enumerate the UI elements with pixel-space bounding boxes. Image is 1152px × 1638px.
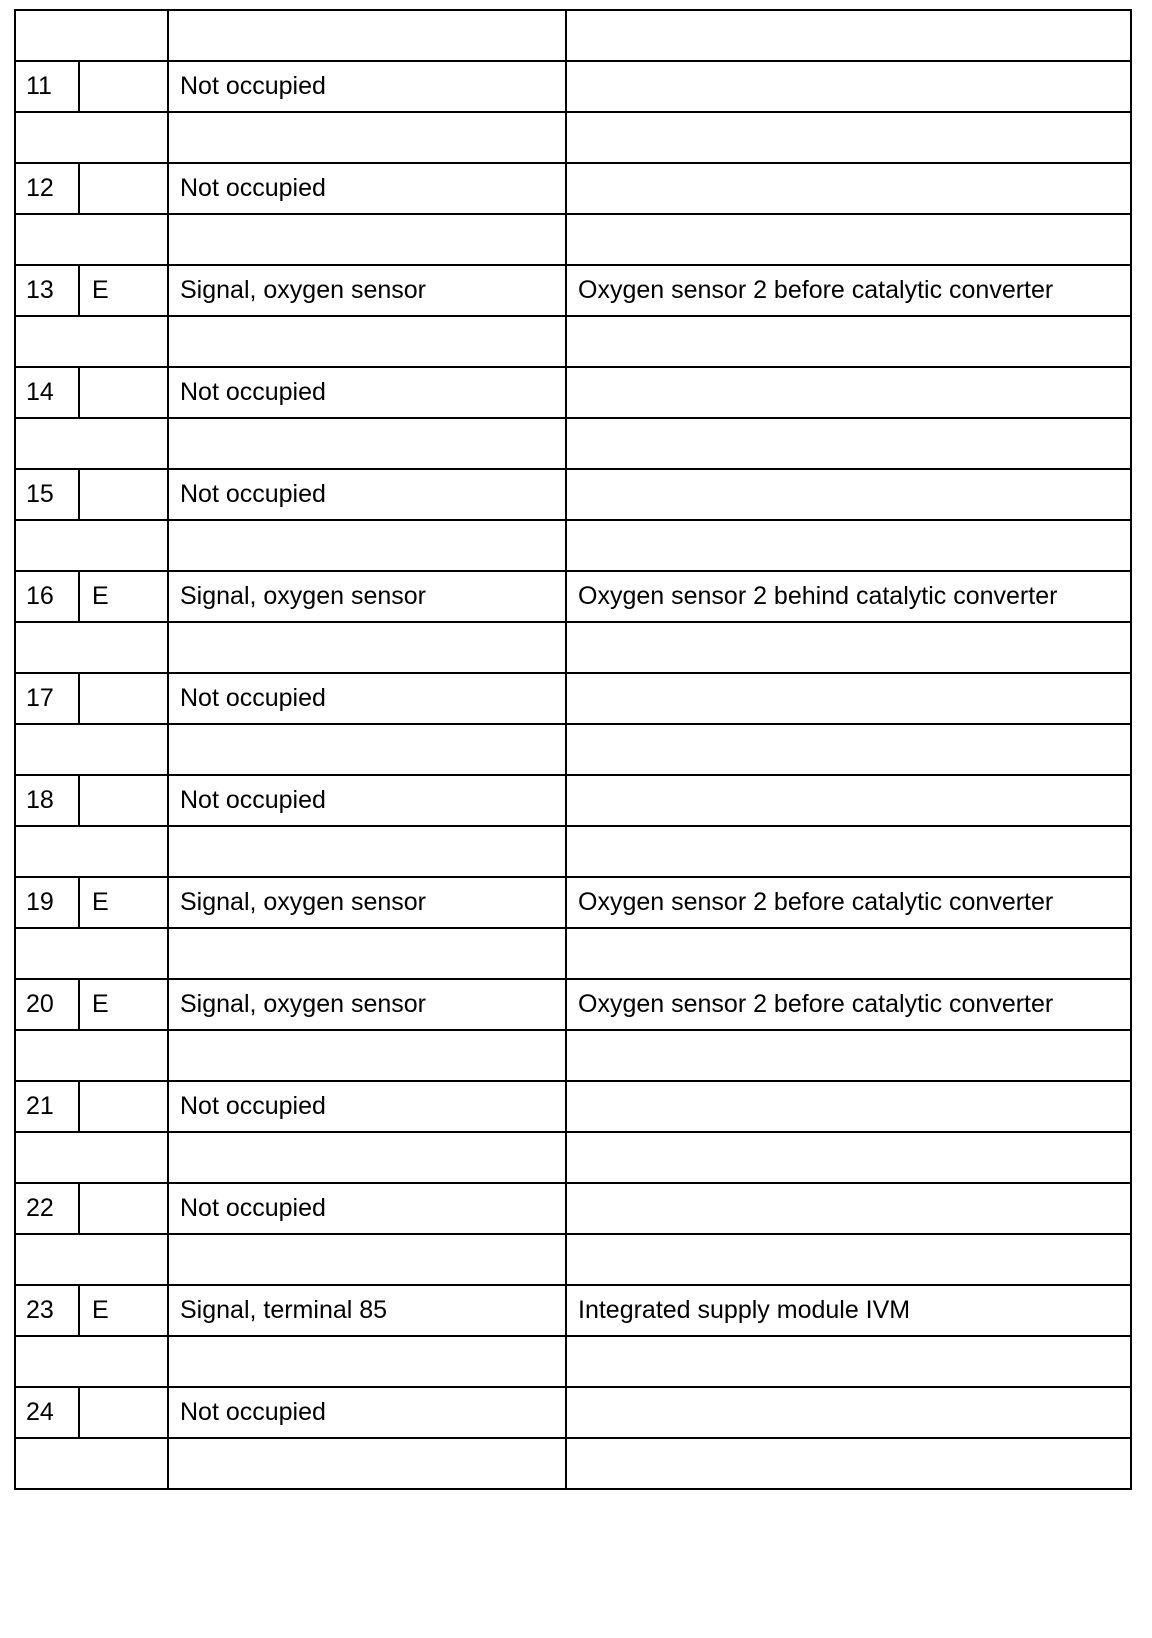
signal-description-cell: Not occupied xyxy=(168,775,566,826)
pin-type-cell xyxy=(79,775,168,826)
empty-cell xyxy=(566,112,1131,163)
table-row xyxy=(15,775,1131,826)
table-row xyxy=(15,673,1131,724)
table-row xyxy=(15,877,1131,928)
pin-type-cell: E xyxy=(79,1285,168,1336)
empty-cell xyxy=(566,622,1131,673)
empty-cell xyxy=(566,928,1131,979)
component-cell xyxy=(566,1183,1131,1234)
empty-cell xyxy=(566,316,1131,367)
spacer-row xyxy=(15,724,1131,775)
empty-cell xyxy=(566,826,1131,877)
pin-type-cell xyxy=(79,1081,168,1132)
table-row xyxy=(15,1387,1131,1438)
pin-type-cell: E xyxy=(79,979,168,1030)
empty-cell xyxy=(15,1132,168,1183)
empty-cell xyxy=(168,622,566,673)
component-cell xyxy=(566,469,1131,520)
empty-cell xyxy=(168,112,566,163)
empty-cell xyxy=(168,1438,566,1489)
signal-description-cell: Not occupied xyxy=(168,1183,566,1234)
empty-cell xyxy=(15,10,168,61)
empty-cell xyxy=(168,1234,566,1285)
empty-cell xyxy=(15,724,168,775)
pin-number-cell: 14 xyxy=(15,367,79,418)
pin-number-cell: 21 xyxy=(15,1081,79,1132)
pin-type-cell: E xyxy=(79,571,168,622)
table-row xyxy=(15,163,1131,214)
empty-cell xyxy=(566,724,1131,775)
pin-number-cell: 13 xyxy=(15,265,79,316)
table-row xyxy=(15,979,1131,1030)
table-row xyxy=(15,1081,1131,1132)
empty-cell xyxy=(15,1438,168,1489)
empty-cell xyxy=(15,1030,168,1081)
component-cell xyxy=(566,367,1131,418)
pin-number-cell: 17 xyxy=(15,673,79,724)
pin-number-cell: 20 xyxy=(15,979,79,1030)
pin-type-cell: E xyxy=(79,877,168,928)
spacer-row xyxy=(15,1132,1131,1183)
spacer-row xyxy=(15,520,1131,571)
empty-cell xyxy=(566,1234,1131,1285)
empty-cell xyxy=(15,928,168,979)
empty-cell xyxy=(168,214,566,265)
empty-cell xyxy=(168,1132,566,1183)
spacer-row xyxy=(15,1234,1131,1285)
empty-cell xyxy=(15,112,168,163)
spacer-row xyxy=(15,10,1131,61)
component-cell: Integrated supply module IVM xyxy=(566,1285,1131,1336)
pin-type-cell xyxy=(79,61,168,112)
spacer-row xyxy=(15,214,1131,265)
empty-cell xyxy=(566,1030,1131,1081)
empty-cell xyxy=(168,316,566,367)
table-row xyxy=(15,571,1131,622)
pin-type-cell xyxy=(79,1183,168,1234)
empty-cell xyxy=(15,316,168,367)
empty-cell xyxy=(566,1336,1131,1387)
component-cell: Oxygen sensor 2 behind catalytic converter xyxy=(566,571,1131,622)
spacer-row xyxy=(15,1336,1131,1387)
component-cell xyxy=(566,1081,1131,1132)
pin-number-cell: 18 xyxy=(15,775,79,826)
spacer-row xyxy=(15,1030,1131,1081)
pin-type-cell xyxy=(79,1387,168,1438)
pin-number-cell: 15 xyxy=(15,469,79,520)
empty-cell xyxy=(168,724,566,775)
spacer-row xyxy=(15,826,1131,877)
pin-number-cell: 16 xyxy=(15,571,79,622)
empty-cell xyxy=(566,214,1131,265)
signal-description-cell: Not occupied xyxy=(168,61,566,112)
spacer-row xyxy=(15,622,1131,673)
spacer-row xyxy=(15,112,1131,163)
signal-description-cell: Not occupied xyxy=(168,1081,566,1132)
empty-cell xyxy=(15,418,168,469)
empty-cell xyxy=(566,418,1131,469)
table-row xyxy=(15,1183,1131,1234)
empty-cell xyxy=(15,826,168,877)
signal-description-cell: Not occupied xyxy=(168,367,566,418)
table-row xyxy=(15,265,1131,316)
spacer-row xyxy=(15,418,1131,469)
component-cell: Oxygen sensor 2 before catalytic converter xyxy=(566,979,1131,1030)
table-row xyxy=(15,367,1131,418)
signal-description-cell: Signal, oxygen sensor xyxy=(168,979,566,1030)
table-row xyxy=(15,61,1131,112)
table-row xyxy=(15,469,1131,520)
pin-number-cell: 12 xyxy=(15,163,79,214)
empty-cell xyxy=(15,622,168,673)
component-cell: Oxygen sensor 2 before catalytic converter xyxy=(566,265,1131,316)
signal-description-cell: Signal, oxygen sensor xyxy=(168,265,566,316)
empty-cell xyxy=(168,1030,566,1081)
pin-number-cell: 11 xyxy=(15,61,79,112)
pin-number-cell: 22 xyxy=(15,1183,79,1234)
empty-cell xyxy=(168,826,566,877)
empty-cell xyxy=(168,520,566,571)
empty-cell xyxy=(566,1438,1131,1489)
pin-type-cell xyxy=(79,673,168,724)
pin-type-cell xyxy=(79,469,168,520)
pin-type-cell xyxy=(79,163,168,214)
pin-type-cell: E xyxy=(79,265,168,316)
component-cell: Oxygen sensor 2 before catalytic converter xyxy=(566,877,1131,928)
signal-description-cell: Signal, oxygen sensor xyxy=(168,571,566,622)
empty-cell xyxy=(168,928,566,979)
pin-number-cell: 19 xyxy=(15,877,79,928)
component-cell xyxy=(566,673,1131,724)
pin-number-cell: 23 xyxy=(15,1285,79,1336)
component-cell xyxy=(566,61,1131,112)
spacer-row xyxy=(15,316,1131,367)
empty-cell xyxy=(15,1336,168,1387)
spacer-row xyxy=(15,1438,1131,1489)
empty-cell xyxy=(168,1336,566,1387)
empty-cell xyxy=(168,418,566,469)
signal-description-cell: Not occupied xyxy=(168,469,566,520)
component-cell xyxy=(566,163,1131,214)
empty-cell xyxy=(15,520,168,571)
signal-description-cell: Not occupied xyxy=(168,673,566,724)
signal-description-cell: Signal, terminal 85 xyxy=(168,1285,566,1336)
empty-cell xyxy=(566,520,1131,571)
signal-description-cell: Signal, oxygen sensor xyxy=(168,877,566,928)
spacer-row xyxy=(15,928,1131,979)
pin-type-cell xyxy=(79,367,168,418)
empty-cell xyxy=(168,10,566,61)
component-cell xyxy=(566,1387,1131,1438)
table-row xyxy=(15,1285,1131,1336)
pin-assignment-table xyxy=(14,9,1132,1490)
empty-cell xyxy=(15,214,168,265)
pin-number-cell: 24 xyxy=(15,1387,79,1438)
empty-cell xyxy=(15,1234,168,1285)
component-cell xyxy=(566,775,1131,826)
pin-assignment-table-body xyxy=(15,10,1131,1489)
empty-cell xyxy=(566,1132,1131,1183)
empty-cell xyxy=(566,10,1131,61)
signal-description-cell: Not occupied xyxy=(168,163,566,214)
signal-description-cell: Not occupied xyxy=(168,1387,566,1438)
